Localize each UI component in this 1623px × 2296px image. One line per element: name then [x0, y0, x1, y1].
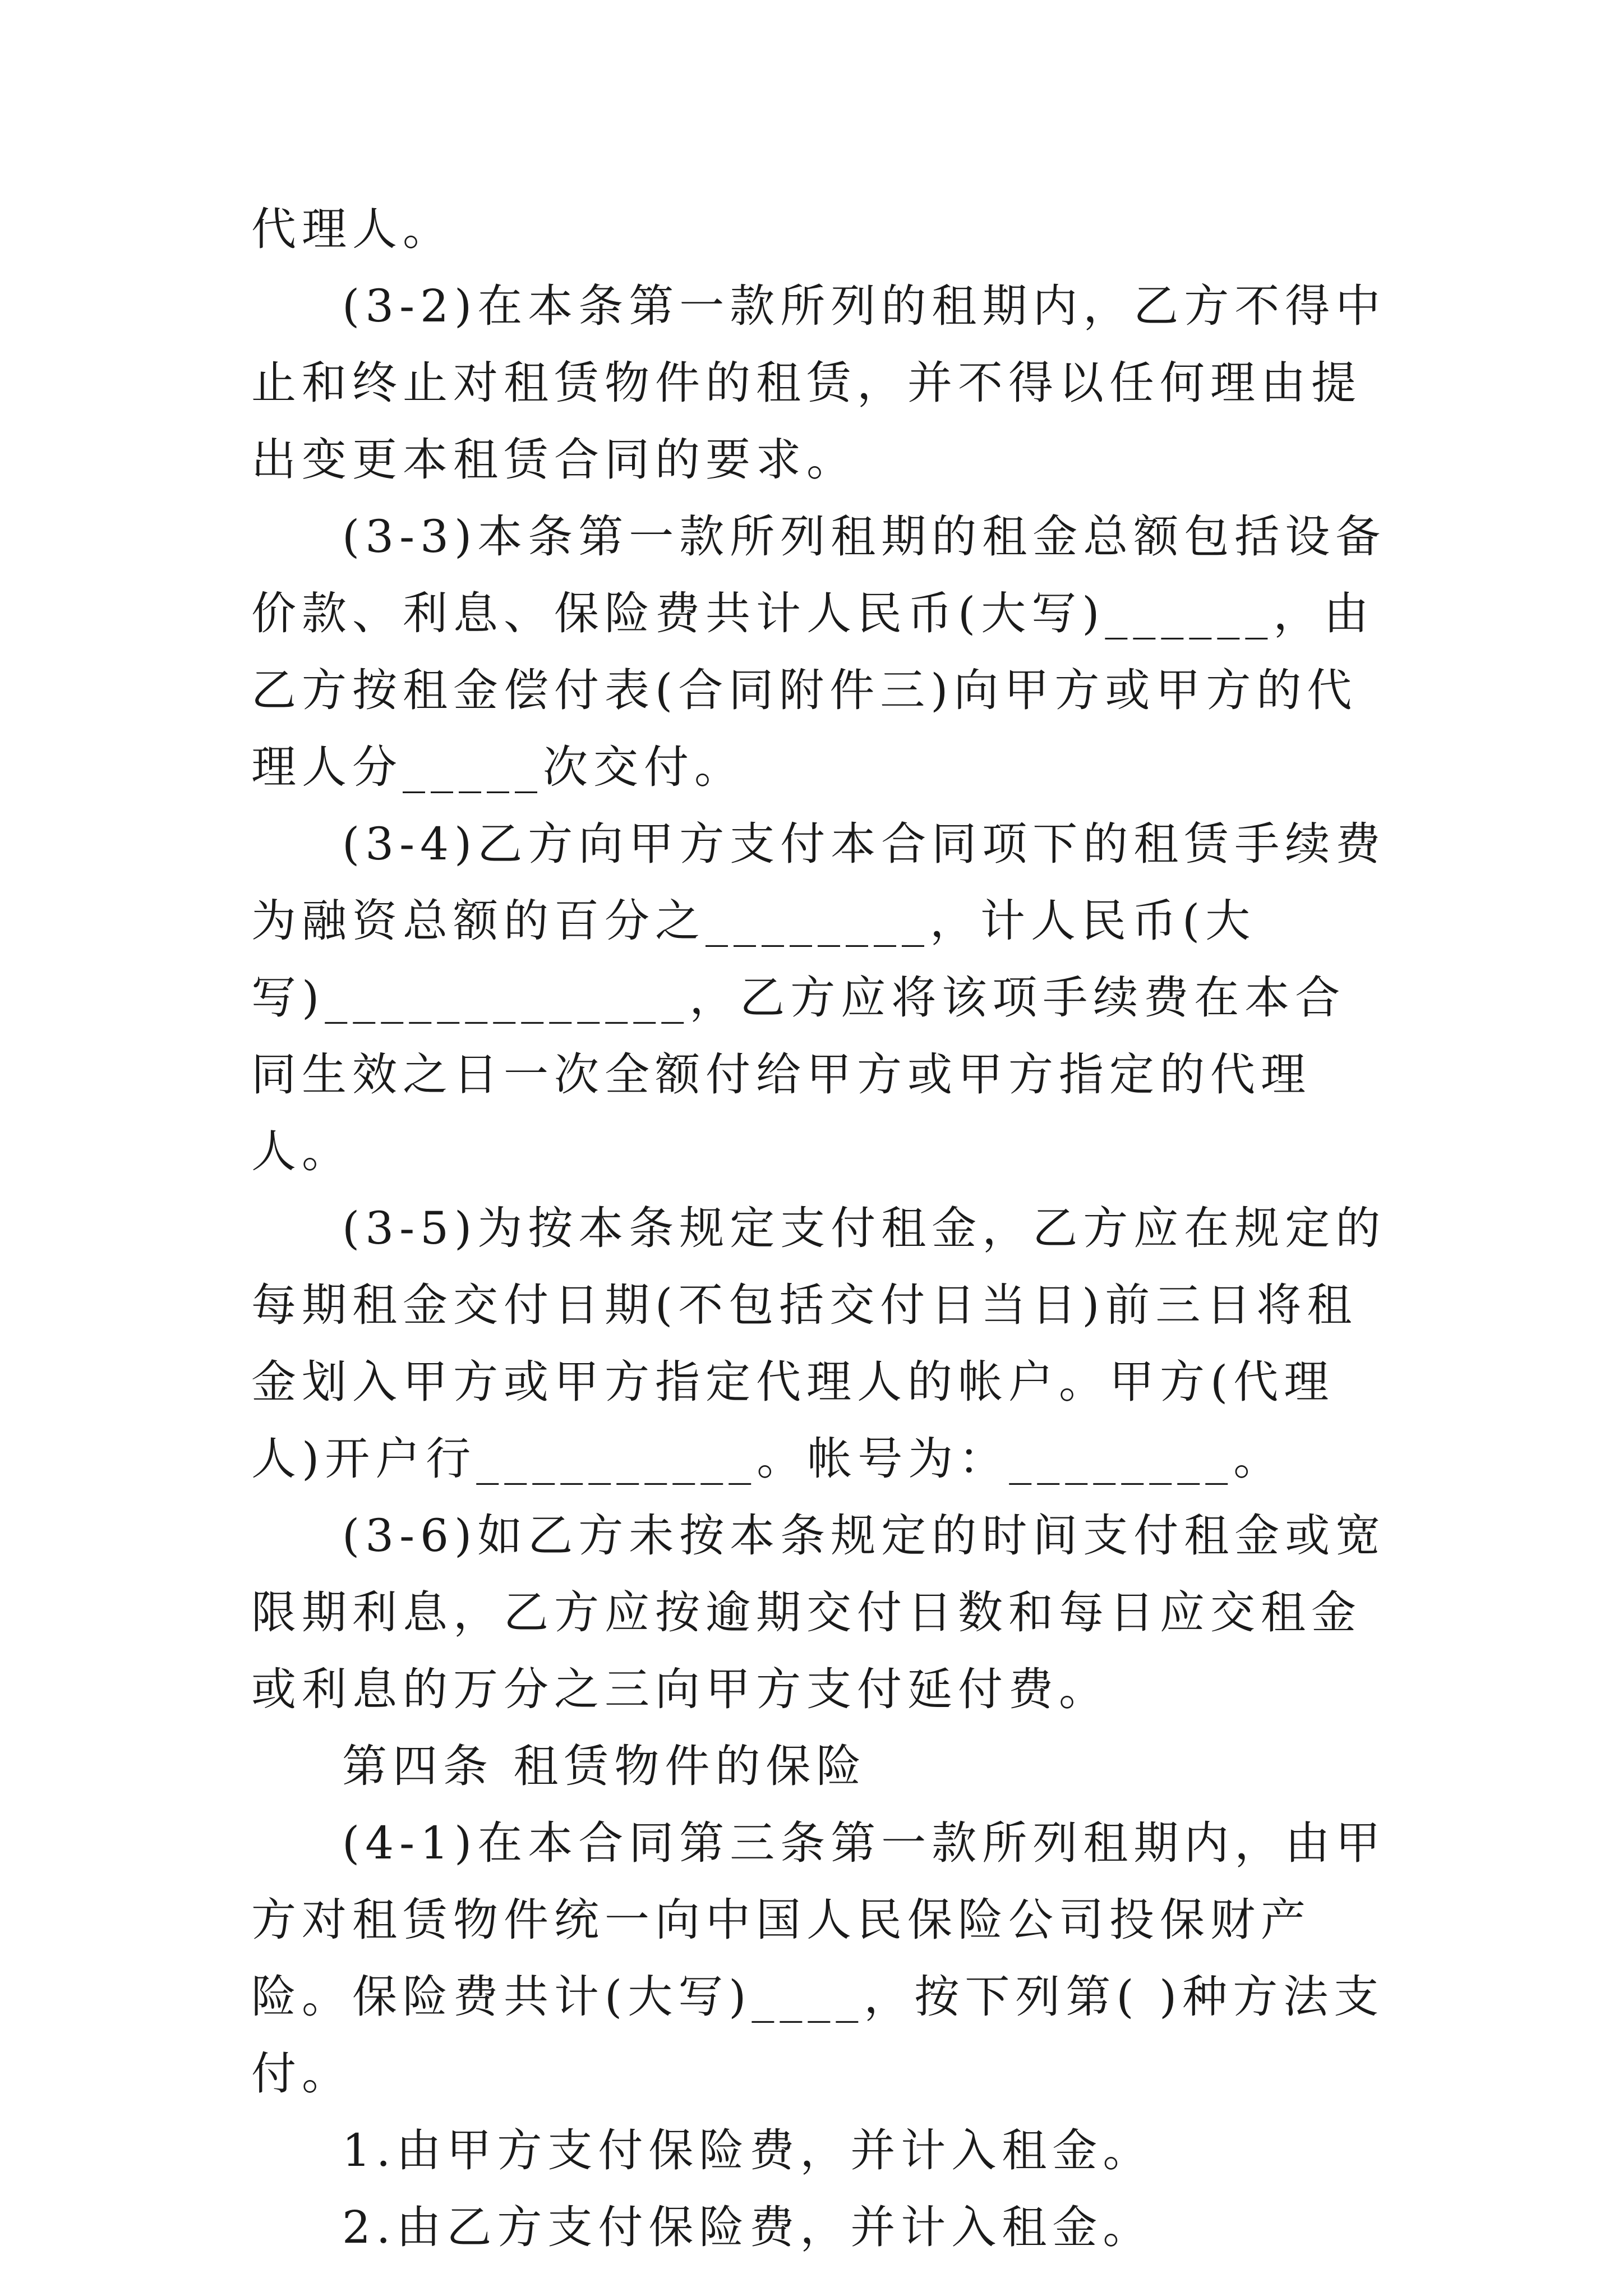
- paragraph-4-1: (4-1)在本合同第三条第一款所列租期内，由甲方对租赁物件统一向中国人民保险公司投保财产险。保险费共计(大写)____，按下列第( )种方法支付。: [251, 1817, 1386, 2100]
- paragraph-3-3: (3-3)本条第一款所列租期的租金总额包括设备价款、利息、保险费共计人民币(大写)______，由乙方按租金偿付表(合同附件三)向甲方或甲方的代理人分_____次交付。: [251, 510, 1386, 793]
- paragraph-3-6: (3-6)如乙方未按本条规定的时间支付租金或宽限期利息，乙方应按逾期交付日数和每日应交租金或利息的万分之三向甲方支付延付费。: [251, 1510, 1386, 1715]
- document-page: [251, 191, 1390, 2266]
- paragraph-3-5: (3-5)为按本条规定支付租金，乙方应在规定的每期租金交付日期(不包括交付日当日)前三日将租金划入甲方或甲方指定代理人的帐户。甲方(代理人)开户行__________。帐号为：________。: [251, 1202, 1386, 1485]
- list-item-option-1: 1.由甲方支付保险费，并计入租金。: [342, 2124, 1154, 2177]
- list-item-option-2: 2.由乙方支付保险费，并计入租金。: [342, 2201, 1154, 2253]
- paragraph-3-4: (3-4)乙方向甲方支付本合同项下的租赁手续费为融资总额的百分之________，计人民币(大写)_____________，乙方应将该项手续费在本合同生效之日一次全额付给甲方或甲方指定的代理人。: [251, 818, 1386, 1177]
- section-heading-article-4: 第四条 租赁物件的保险: [342, 1740, 867, 1792]
- paragraph-continuation: 代理人。: [251, 203, 453, 255]
- paragraph-3-2: (3-2)在本条第一款所列的租期内，乙方不得中止和终止对租赁物件的租赁，并不得以任何理由提出变更本租赁合同的要求。: [251, 280, 1386, 486]
